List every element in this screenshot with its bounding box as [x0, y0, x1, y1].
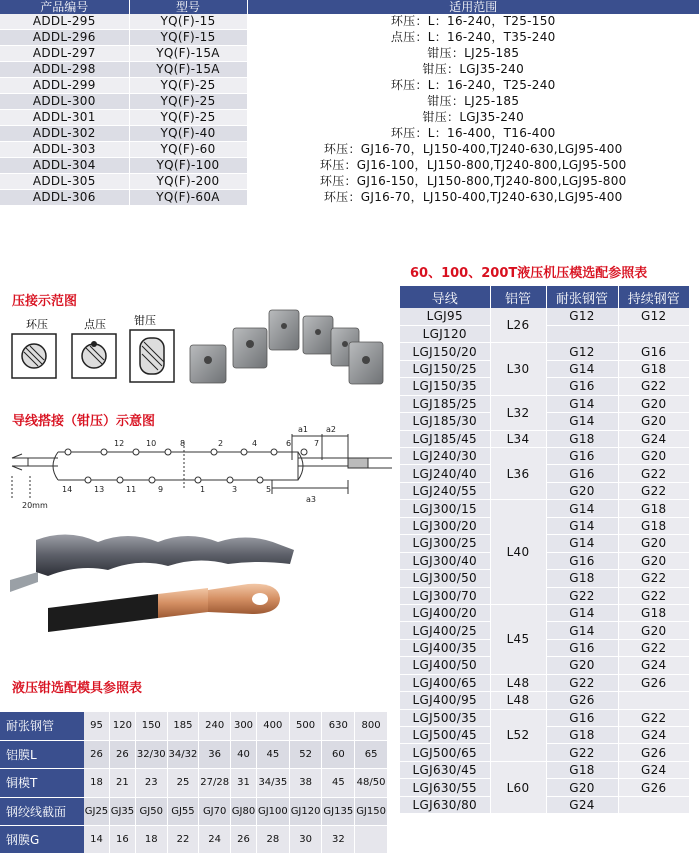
- cell-al-tube: L30: [490, 343, 546, 395]
- cell-conductor: LGJ400/50: [400, 657, 490, 674]
- cell-value: 240: [199, 712, 231, 740]
- cell-value: GJ50: [135, 797, 167, 825]
- table-row: [0, 126, 700, 142]
- table-row: [0, 142, 700, 158]
- table-row: [400, 395, 690, 412]
- cell-range: 环压：GJ16-70，LJ150-400,TJ240-630,LGJ95-400: [247, 142, 700, 158]
- cell-continuous-tube: G20: [618, 448, 690, 465]
- cell-tension-tube: G14: [546, 500, 618, 517]
- cell-al-tube: L36: [490, 448, 546, 500]
- cell-range: 环压：GJ16-100，LJ150-800,TJ240-800,LGJ95-500: [247, 158, 700, 174]
- die-selection-table: [400, 286, 690, 814]
- header-al-tube: 铝管: [490, 286, 546, 308]
- row-label: 耐张钢管: [0, 712, 84, 740]
- cell-continuous-tube: G22: [618, 570, 690, 587]
- cell-model: YQ(F)-15: [129, 30, 247, 46]
- cell-value: GJ70: [199, 797, 231, 825]
- wire-num-3: 3: [232, 485, 238, 494]
- header-range: 适用范围: [247, 0, 700, 14]
- cell-value: 52: [289, 740, 322, 768]
- table-row: [0, 78, 700, 94]
- table-row: [400, 448, 690, 465]
- cell-value: 45: [256, 740, 289, 768]
- cell-tension-tube: G22: [546, 674, 618, 691]
- cell-value: GJ120: [289, 797, 322, 825]
- cell-value: 45: [322, 769, 355, 797]
- cell-model: YQ(F)-15A: [129, 46, 247, 62]
- cell-conductor: LGJ400/20: [400, 604, 490, 621]
- cell-value: 22: [167, 826, 199, 854]
- cell-tension-tube: G22: [546, 744, 618, 761]
- cell-continuous-tube: G26: [618, 779, 690, 796]
- cell-tension-tube: G14: [546, 517, 618, 534]
- cell-model: YQ(F)-60A: [129, 190, 247, 206]
- cell-range: 环压：GJ16-70，LJ150-400,TJ240-630,LGJ95-400: [247, 190, 700, 206]
- wire-num-9: 9: [158, 485, 164, 494]
- cell-code: ADDL-296: [0, 30, 129, 46]
- cell-al-tube: L32: [490, 395, 546, 430]
- cell-range: 钳压：LGJ35-240: [247, 62, 700, 78]
- cell-value: GJ25: [84, 797, 109, 825]
- product-table: [0, 0, 700, 206]
- cell-conductor: LGJ300/70: [400, 587, 490, 604]
- table-row: [0, 46, 700, 62]
- table-row: [0, 158, 700, 174]
- cell-value: 185: [167, 712, 199, 740]
- row-label: 铜模T: [0, 769, 84, 797]
- cell-code: ADDL-304: [0, 158, 129, 174]
- cell-value: 800: [355, 712, 388, 740]
- wire-num-10: 10: [146, 439, 157, 448]
- cell-code: ADDL-301: [0, 110, 129, 126]
- table-row: [0, 14, 700, 30]
- row-label: 铝膜L: [0, 740, 84, 768]
- cell-conductor: LGJ150/35: [400, 378, 490, 395]
- cell-range: 环压：L：16-240，T25-240: [247, 78, 700, 94]
- wire-overlap-diagram: [8, 420, 396, 512]
- cell-conductor: LGJ240/30: [400, 448, 490, 465]
- cell-value: [355, 826, 388, 854]
- cell-value: 38: [289, 769, 322, 797]
- cell-range: 环压：GJ16-150，LJ150-800,TJ240-800,LGJ95-800: [247, 174, 700, 190]
- cell-value: GJ35: [109, 797, 135, 825]
- cell-range: 钳压：LJ25-185: [247, 94, 700, 110]
- cell-continuous-tube: G20: [618, 552, 690, 569]
- wire-num-5: 5: [266, 485, 272, 494]
- cell-model: YQ(F)-40: [129, 126, 247, 142]
- cell-conductor: LGJ95: [400, 308, 490, 325]
- table-row: [0, 712, 388, 740]
- crimp-label-point: 点压: [84, 318, 106, 331]
- cell-value: 23: [135, 769, 167, 797]
- cell-tension-tube: G18: [546, 570, 618, 587]
- dim-a2: a2: [326, 425, 336, 434]
- cell-value: 26: [109, 740, 135, 768]
- table-row: [0, 62, 700, 78]
- header-model: 型号: [129, 0, 247, 14]
- cell-conductor: LGJ150/25: [400, 360, 490, 377]
- cell-conductor: LGJ630/55: [400, 779, 490, 796]
- cell-tension-tube: G14: [546, 360, 618, 377]
- wire-num-7: 7: [314, 439, 320, 448]
- cell-value: 150: [135, 712, 167, 740]
- cell-code: ADDL-302: [0, 126, 129, 142]
- cell-tension-tube: G16: [546, 378, 618, 395]
- cell-value: 21: [109, 769, 135, 797]
- cell-tension-tube: G14: [546, 622, 618, 639]
- cell-continuous-tube: G18: [618, 517, 690, 534]
- cell-tension-tube: G20: [546, 779, 618, 796]
- cell-value: 28: [256, 826, 289, 854]
- cell-code: ADDL-300: [0, 94, 129, 110]
- cell-range: 点压：L：16-240，T35-240: [247, 30, 700, 46]
- cell-code: ADDL-297: [0, 46, 129, 62]
- cell-tension-tube: G18: [546, 761, 618, 778]
- cell-value: 400: [256, 712, 289, 740]
- table-row: [0, 769, 388, 797]
- cell-value: GJ80: [231, 797, 257, 825]
- cell-conductor: LGJ300/15: [400, 500, 490, 517]
- table-row: [400, 500, 690, 517]
- wire-num-2: 2: [218, 439, 224, 448]
- cell-al-tube: L26: [490, 308, 546, 343]
- cell-continuous-tube: G22: [618, 465, 690, 482]
- dim-a3: a3: [306, 495, 316, 504]
- cell-conductor: LGJ185/45: [400, 430, 490, 447]
- cell-model: YQ(F)-100: [129, 158, 247, 174]
- cell-tension-tube: G20: [546, 657, 618, 674]
- cell-conductor: LGJ500/45: [400, 727, 490, 744]
- cell-tension-tube: [546, 325, 618, 342]
- cell-tension-tube: G16: [546, 448, 618, 465]
- cell-continuous-tube: G22: [618, 639, 690, 656]
- cell-conductor: LGJ630/80: [400, 796, 490, 813]
- cell-value: 500: [289, 712, 322, 740]
- cell-al-tube: L48: [490, 674, 546, 691]
- cell-continuous-tube: G12: [618, 308, 690, 325]
- cell-value: 24: [199, 826, 231, 854]
- table-row: [400, 604, 690, 621]
- cell-tension-tube: G16: [546, 552, 618, 569]
- cell-model: YQ(F)-15A: [129, 62, 247, 78]
- cell-conductor: LGJ240/55: [400, 482, 490, 499]
- cell-conductor: LGJ300/20: [400, 517, 490, 534]
- cell-al-tube: L60: [490, 761, 546, 813]
- table-row: [0, 797, 388, 825]
- cell-value: 18: [135, 826, 167, 854]
- cell-continuous-tube: G22: [618, 482, 690, 499]
- wire-num-14: 14: [62, 485, 73, 494]
- wire-diagram-title: 导线搭接（钳压）示意图: [12, 414, 156, 429]
- table-row: [400, 343, 690, 360]
- cell-value: GJ150: [355, 797, 388, 825]
- table-row: [0, 110, 700, 126]
- crimp-label-clamp: 钳压: [134, 314, 156, 327]
- cell-al-tube: L40: [490, 500, 546, 605]
- cell-value: 65: [355, 740, 388, 768]
- cell-model: YQ(F)-25: [129, 94, 247, 110]
- cell-continuous-tube: [618, 796, 690, 813]
- wire-num-12: 12: [114, 439, 125, 448]
- row-label: 钢膜G: [0, 826, 84, 854]
- cell-value: 26: [84, 740, 109, 768]
- cell-tension-tube: G14: [546, 535, 618, 552]
- cell-conductor: LGJ150/20: [400, 343, 490, 360]
- row-label: 钢绞线截面: [0, 797, 84, 825]
- cell-model: YQ(F)-25: [129, 78, 247, 94]
- cell-continuous-tube: G20: [618, 535, 690, 552]
- cell-value: 16: [109, 826, 135, 854]
- crimped-wire-photo: [8, 520, 308, 655]
- cell-continuous-tube: [618, 325, 690, 342]
- dim-20mm: 20mm: [22, 501, 48, 510]
- cell-value: 30: [289, 826, 322, 854]
- table-row: [0, 30, 700, 46]
- cell-tension-tube: G26: [546, 692, 618, 709]
- cell-value: 14: [84, 826, 109, 854]
- crimp-demo-title: 压接示范图: [12, 294, 78, 309]
- cell-continuous-tube: G22: [618, 709, 690, 726]
- cell-tension-tube: G14: [546, 604, 618, 621]
- wire-num-13: 13: [94, 485, 105, 494]
- cell-value: 32/30: [135, 740, 167, 768]
- cell-tension-tube: G18: [546, 430, 618, 447]
- cell-value: 34/35: [256, 769, 289, 797]
- crimp-dies-photo: [185, 300, 395, 395]
- header-tension-tube: 耐张钢管: [546, 286, 618, 308]
- crimp-demo-diagram: [8, 312, 178, 390]
- cell-value: 34/32: [167, 740, 199, 768]
- cell-al-tube: L52: [490, 709, 546, 761]
- table-row: [0, 94, 700, 110]
- cell-code: ADDL-306: [0, 190, 129, 206]
- table-row: [400, 692, 690, 709]
- cell-conductor: LGJ400/65: [400, 674, 490, 691]
- cell-conductor: LGJ300/50: [400, 570, 490, 587]
- cell-tension-tube: G12: [546, 343, 618, 360]
- wire-num-6: 6: [286, 439, 292, 448]
- header-conductor: 导线: [400, 286, 490, 308]
- cell-continuous-tube: G20: [618, 622, 690, 639]
- cell-range: 环压：L：16-240，T25-150: [247, 14, 700, 30]
- die-selection-title: 60、100、200T液压机压模选配参照表: [410, 266, 648, 281]
- cell-model: YQ(F)-200: [129, 174, 247, 190]
- table-row: [0, 174, 700, 190]
- header-product-code: 产品编号: [0, 0, 129, 14]
- table-row: [400, 709, 690, 726]
- table-row: [400, 674, 690, 691]
- table-row: [400, 761, 690, 778]
- header-continuous-tube: 持续钢管: [618, 286, 690, 308]
- cell-continuous-tube: G24: [618, 761, 690, 778]
- table-row: [400, 430, 690, 447]
- cell-al-tube: L48: [490, 692, 546, 709]
- cell-value: 95: [84, 712, 109, 740]
- cell-value: 18: [84, 769, 109, 797]
- cell-model: YQ(F)-25: [129, 110, 247, 126]
- cell-range: 钳压：LGJ35-240: [247, 110, 700, 126]
- cell-tension-tube: G12: [546, 308, 618, 325]
- cell-continuous-tube: [618, 692, 690, 709]
- cell-continuous-tube: G18: [618, 360, 690, 377]
- cell-tension-tube: G18: [546, 727, 618, 744]
- cell-tension-tube: G16: [546, 465, 618, 482]
- cell-range: 环压：L：16-400，T16-400: [247, 126, 700, 142]
- cell-tension-tube: G22: [546, 587, 618, 604]
- cell-value: 27/28: [199, 769, 231, 797]
- cell-value: 120: [109, 712, 135, 740]
- cell-continuous-tube: G24: [618, 430, 690, 447]
- crimp-label-ring: 环压: [26, 318, 48, 331]
- cell-continuous-tube: G26: [618, 744, 690, 761]
- cell-code: ADDL-299: [0, 78, 129, 94]
- cell-conductor: LGJ185/25: [400, 395, 490, 412]
- cell-continuous-tube: G18: [618, 604, 690, 621]
- cell-value: GJ100: [256, 797, 289, 825]
- cell-conductor: LGJ630/45: [400, 761, 490, 778]
- cell-continuous-tube: G24: [618, 727, 690, 744]
- cell-conductor: LGJ500/65: [400, 744, 490, 761]
- cell-continuous-tube: G20: [618, 413, 690, 430]
- cell-continuous-tube: G22: [618, 378, 690, 395]
- cell-continuous-tube: G20: [618, 395, 690, 412]
- cell-conductor: LGJ300/25: [400, 535, 490, 552]
- cell-conductor: LGJ400/25: [400, 622, 490, 639]
- cell-value: 26: [231, 826, 257, 854]
- wire-num-1: 1: [200, 485, 206, 494]
- table-row: [0, 826, 388, 854]
- cell-conductor: LGJ300/40: [400, 552, 490, 569]
- table-row: [0, 740, 388, 768]
- cell-conductor: LGJ500/35: [400, 709, 490, 726]
- cell-range: 钳压：LJ25-185: [247, 46, 700, 62]
- cell-code: ADDL-298: [0, 62, 129, 78]
- cell-value: 630: [322, 712, 355, 740]
- cell-tension-tube: G16: [546, 639, 618, 656]
- cell-continuous-tube: G26: [618, 674, 690, 691]
- wire-num-8: 8: [180, 439, 186, 448]
- wire-num-4: 4: [252, 439, 258, 448]
- cell-al-tube: L34: [490, 430, 546, 447]
- wire-num-11: 11: [126, 485, 137, 494]
- cell-al-tube: L45: [490, 604, 546, 674]
- cell-value: 300: [231, 712, 257, 740]
- cell-value: 31: [231, 769, 257, 797]
- clamp-die-table: [0, 712, 388, 854]
- cell-tension-tube: G24: [546, 796, 618, 813]
- cell-value: 36: [199, 740, 231, 768]
- cell-value: GJ135: [322, 797, 355, 825]
- cell-tension-tube: G20: [546, 482, 618, 499]
- cell-value: 48/50: [355, 769, 388, 797]
- cell-model: YQ(F)-15: [129, 14, 247, 30]
- cell-value: 60: [322, 740, 355, 768]
- cell-value: 25: [167, 769, 199, 797]
- cell-continuous-tube: G24: [618, 657, 690, 674]
- cell-code: ADDL-295: [0, 14, 129, 30]
- cell-code: ADDL-303: [0, 142, 129, 158]
- cell-tension-tube: G14: [546, 395, 618, 412]
- cell-conductor: LGJ120: [400, 325, 490, 342]
- cell-conductor: LGJ400/95: [400, 692, 490, 709]
- cell-value: 32: [322, 826, 355, 854]
- table-row: [0, 190, 700, 206]
- cell-continuous-tube: G22: [618, 587, 690, 604]
- cell-model: YQ(F)-60: [129, 142, 247, 158]
- cell-value: 40: [231, 740, 257, 768]
- cell-tension-tube: G14: [546, 413, 618, 430]
- bottom-table-title: 液压钳选配模具参照表: [12, 681, 143, 696]
- cell-conductor: LGJ400/35: [400, 639, 490, 656]
- cell-code: ADDL-305: [0, 174, 129, 190]
- cell-conductor: LGJ240/40: [400, 465, 490, 482]
- cell-continuous-tube: G18: [618, 500, 690, 517]
- cell-value: GJ55: [167, 797, 199, 825]
- cell-tension-tube: G16: [546, 709, 618, 726]
- cell-conductor: LGJ185/30: [400, 413, 490, 430]
- dim-a1: a1: [298, 425, 308, 434]
- table-row: [400, 308, 690, 325]
- cell-continuous-tube: G16: [618, 343, 690, 360]
